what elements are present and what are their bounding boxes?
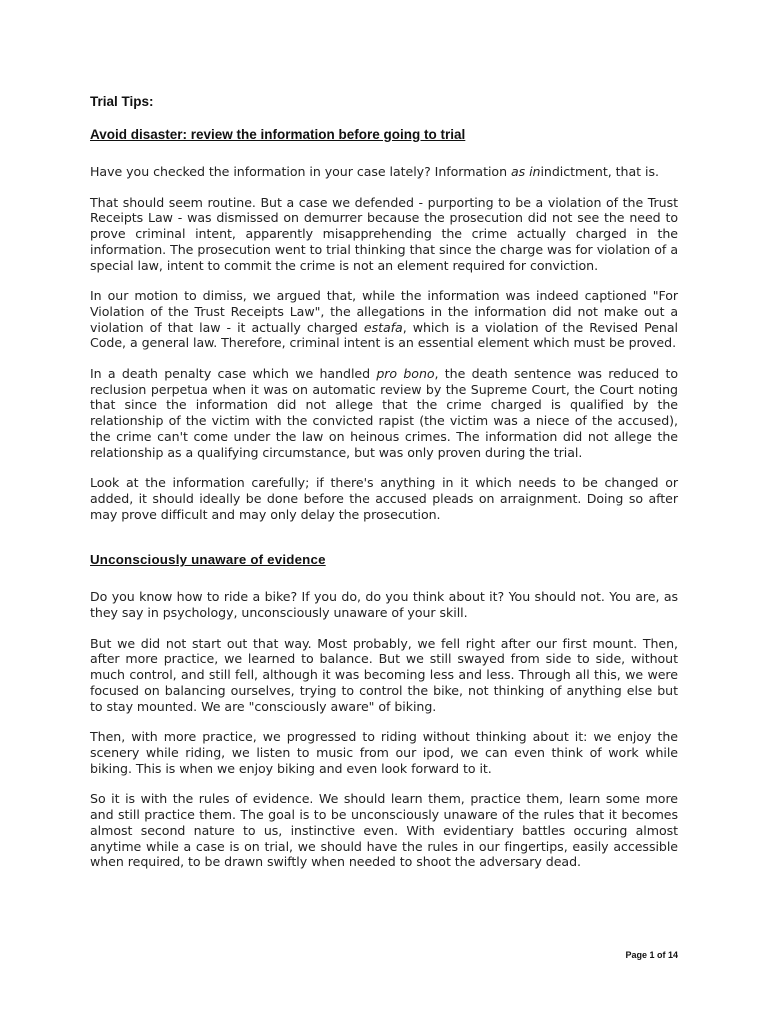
paragraph: Do you know how to ride a bike? If you do, do you think about it? You should not. You are, as they say in psychology, unconsciously unaware of your skill. [90,589,678,621]
paragraph-emphasis: estafa [363,319,403,335]
paragraph-text: , the death sentence was reduced to reclusion perpetua when it was on automatic review by the Supreme Court, the Court noting that since the information did not allege that the crime charged is qualified by the relationship of the victim with the convicted rapist (the victim was a niece of the accused), the crime can't come under the law on heinous crimes. The information did not allege the relationship as a qualifying circumstance, but was only proven during the trial. [90,366,678,460]
paragraph-text: Have you checked the information in your case lately? Information [90,164,511,179]
paragraph: Look at the information carefully; if there's anything in it which needs to be changed or added, it should ideally be done before the accused pleads on arraignment. Doing so after may prove difficult and may only delay the prosecution. [90,475,678,522]
section-title-avoid-disaster: Avoid disaster: review the information before going to trial [90,127,466,142]
paragraph-emphasis: pro bono [376,366,435,382]
section-title-unconsciously-unaware: Unconsciously unaware of evidence [90,552,326,568]
paragraph-text: indictment, that is. [540,164,659,179]
paragraph-text: In a death penalty case which we handled [90,366,377,382]
paragraph: So it is with the rules of evidence. We should learn them, practice them, learn some more and still practice them. The goal is to be unconsciously unaware of the rules that it becomes almost second nature to us, instinctive even. With evidentiary battles occuring almost anytime while a case is on trial, we should have the rules in our fingertips, easily accessible when required, to be drawn swiftly when needed to shoot the adversary dead. [90,791,678,870]
paragraph-text: In our motion to dimiss, we argued that, while the information was indeed captioned "For Violation of the Trust Receipts Law", the allegations in the information did not make out a violation of that law - it actually charged [90,288,678,335]
document-label: Trial Tips: [90,94,154,109]
document-body [90,94,678,885]
paragraph [90,164,678,180]
paragraph-text: , which is a violation of the Revised Penal Code, a general law. Therefore, criminal intent is an essential element which must be proved. [90,319,678,351]
paragraph [90,288,678,351]
paragraph: But we did not start out that way. Most probably, we fell right after our first mount. Then, after more practice, we learned to balance. But we still swayed from side to side, without much control, and still fell, although it was becoming less and less. Through all this, we were focused on balancing ourselves, trying to control the bike, not thinking of anything else but to stay mounted. We are "consciously aware" of biking. [90,635,678,714]
paragraph-emphasis: as in [510,164,541,179]
page-number: Page 1 of 14 [625,950,678,960]
paragraph: Then, with more practice, we progressed to riding without thinking about it: we enjoy the scenery while riding, we listen to music from our ipod, we can even think of work while biking. This is when we enjoy biking and even look forward to it. [90,729,678,776]
paragraph: That should seem routine. But a case we defended - purporting to be a violation of the Trust Receipts Law - was dismissed on demurrer because the prosecution did not see the need to prove criminal intent, apparently misapprehending the crime actually charged in the information. The prosecution went to trial thinking that since the charge was for violation of a special law, intent to commit the crime is not an element required for conviction. [90,194,678,273]
paragraph [90,366,678,460]
